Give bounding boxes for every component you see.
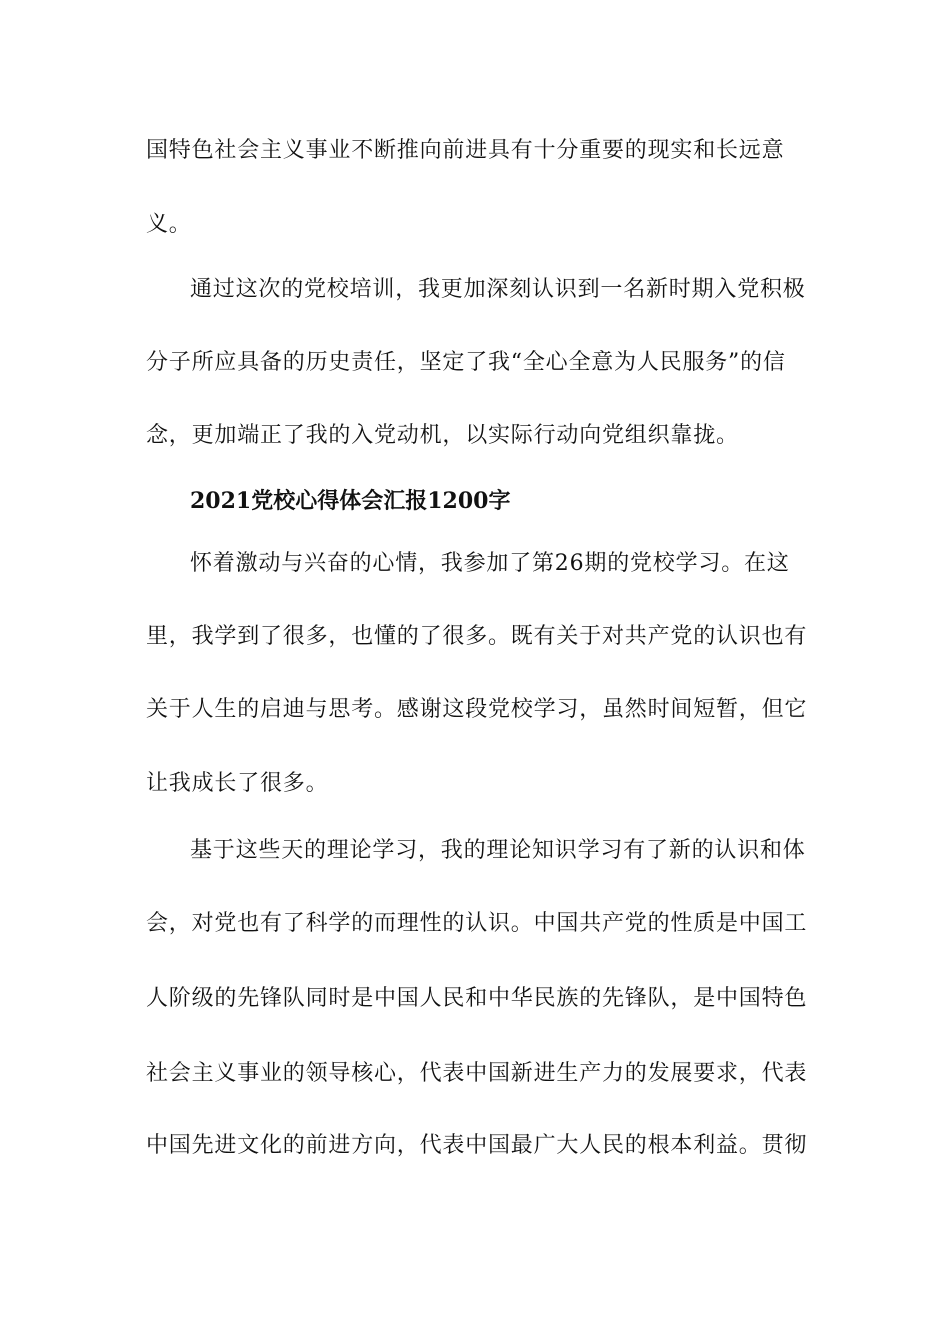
- paragraph-2-line-3: 念，更加端正了我的入党动机，以实际行动向党组织靠拢。: [146, 423, 739, 448]
- paragraph-4-line-1: 基于这些天的理论学习，我的理论知识学习有了新的认识和体: [190, 838, 806, 863]
- paragraph-4-line-2: 会，对党也有了科学的而理性的认识。中国共产党的性质是中国工: [146, 911, 808, 936]
- paragraph-2-line-2: 分子所应具备的历史责任，坚定了我“全心全意为人民服务”的信: [146, 350, 786, 375]
- paragraph-4-line-4: 社会主义事业的领导核心，代表中国新进生产力的发展要求，代表: [146, 1061, 808, 1086]
- paragraph-3-line-2: 里，我学到了很多，也懂的了很多。既有关于对共产党的认识也有: [146, 624, 808, 649]
- section-heading: 2021党校心得体会汇报1200字: [190, 488, 511, 514]
- paragraph-4-line-5: 中国先进文化的前进方向，代表中国最广大人民的根本利益。贯彻: [146, 1133, 808, 1158]
- paragraph-3-line-3: 关于人生的启迪与思考。感谢这段党校学习，虽然时间短暂，但它: [146, 697, 808, 722]
- paragraph-1-line-1: 国特色社会主义事业不断推向前进具有十分重要的现实和长远意: [146, 138, 785, 163]
- paragraph-4-line-3: 人阶级的先锋队同时是中国人民和中华民族的先锋队，是中国特色: [146, 986, 808, 1011]
- paragraph-1-line-2: 义。: [146, 212, 192, 237]
- paragraph-3-line-1: 怀着激动与兴奋的心情，我参加了第26期的党校学习。在这: [190, 551, 790, 576]
- paragraph-3-line-4: 让我成长了很多。: [146, 771, 329, 796]
- paragraph-2-line-1: 通过这次的党校培训，我更加深刻认识到一名新时期入党积极: [190, 277, 806, 302]
